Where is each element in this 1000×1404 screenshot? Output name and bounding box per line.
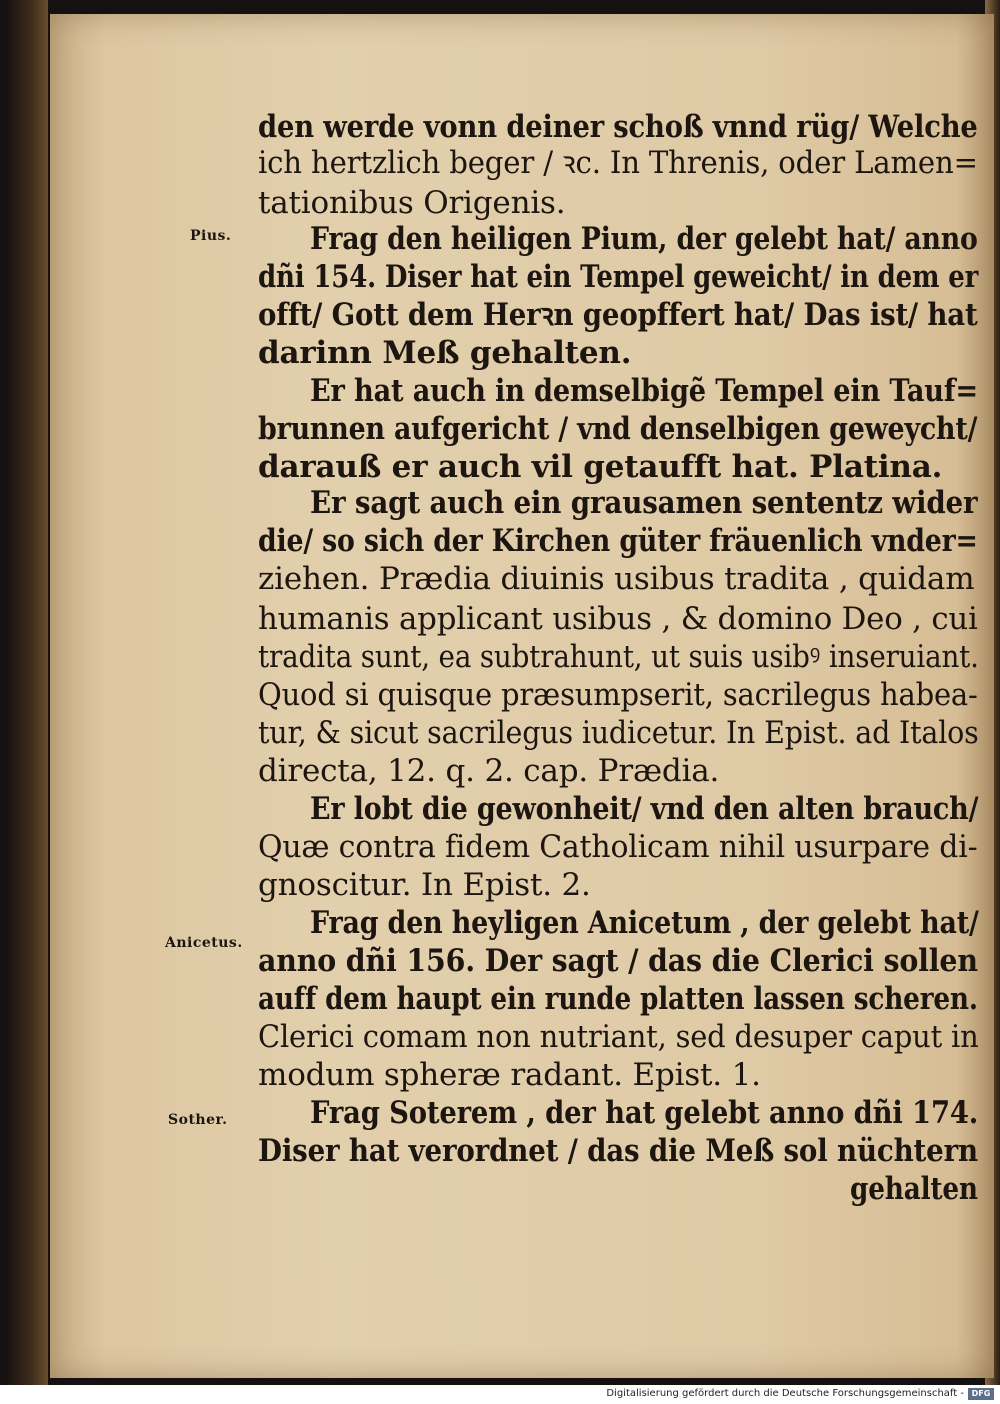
footer-credit: Digitalisierung gefördert durch die Deutsche Forschungsgemeinschaft - (606, 1388, 964, 1399)
text-line: darinn Meß gehalten. (258, 335, 632, 371)
text-line: humanis applicant usibus , & domino Deo , cui (258, 601, 978, 637)
text-line: brunnen aufgericht / vnd denselbigen geweycht/ (258, 411, 978, 447)
catchword: gehalten (850, 1171, 978, 1207)
text-line: Frag den heyligen Anicetum , der gelebt hat/ (310, 905, 979, 941)
text-line: directa, 12. q. 2. cap. Prædia. (258, 753, 720, 789)
text-line: dñi 154. Diser hat ein Tempel geweicht/ in dem er (258, 259, 979, 295)
dfg-logo: DFG (968, 1388, 994, 1400)
margin-note-sother: Sother. (168, 1112, 228, 1128)
text-line: die/ so sich der Kirchen güter fräuenlich vnder= (258, 523, 978, 559)
text-line: Er hat auch in demselbigẽ Tempel ein Tauf= (310, 373, 979, 409)
text-line: gnoscitur. In Epist. 2. (258, 867, 591, 903)
margin-note-pius: Pius. (190, 228, 232, 244)
text-line: anno dñi 156. Der sagt / das die Clerici sollen (258, 943, 978, 979)
margin-note-anicetus: Anicetus. (165, 935, 243, 951)
text-line: Er lobt die gewonheit/ vnd den alten brauch/ (310, 791, 979, 827)
text-line: den werde vonn deiner schoß vnnd rüg/ Welche (258, 109, 978, 145)
text-line: darauß er auch vil getaufft hat. Platina. (258, 449, 943, 485)
text-line: Diser hat verordnet / das die Meß sol nüchtern (258, 1133, 978, 1169)
text-line: tradita sunt, ea subtrahunt, ut suis usibꝰ inseruiant. (258, 639, 979, 675)
text-line: ich hertzlich beger / ꝛc. In Threnis, oder Lamen= (258, 145, 978, 181)
text-line: Clerici comam non nutriant, sed desuper caput in (258, 1019, 979, 1055)
text-line: auff dem haupt ein runde platten lassen scheren. (258, 981, 978, 1017)
text-line: Frag Soterem , der hat gelebt anno dñi 174. (310, 1095, 979, 1131)
text-line: modum spheræ radant. Epist. 1. (258, 1057, 761, 1093)
text-line: ziehen. Prædia diuinis usibus tradita , quidam (258, 561, 975, 597)
text-line: tationibus Origenis. (258, 185, 566, 221)
text-line: Frag den heiligen Pium, der gelebt hat/ anno (310, 221, 978, 257)
text-line: offt/ Gott dem Herꝛn geopffert hat/ Das ist/ hat (258, 297, 978, 333)
text-line: Er sagt auch ein grausamen sententz wider (310, 485, 978, 521)
book-binding-edge (8, 0, 48, 1385)
footer-bar (0, 1385, 1000, 1404)
text-line: Quæ contra fidem Catholicam nihil usurpare di- (258, 829, 978, 865)
text-line: Quod si quisque præsumpserit, sacrilegus habea- (258, 677, 978, 713)
text-line: tur, & sicut sacrilegus iudicetur. In Epist. ad Italos (258, 715, 979, 751)
